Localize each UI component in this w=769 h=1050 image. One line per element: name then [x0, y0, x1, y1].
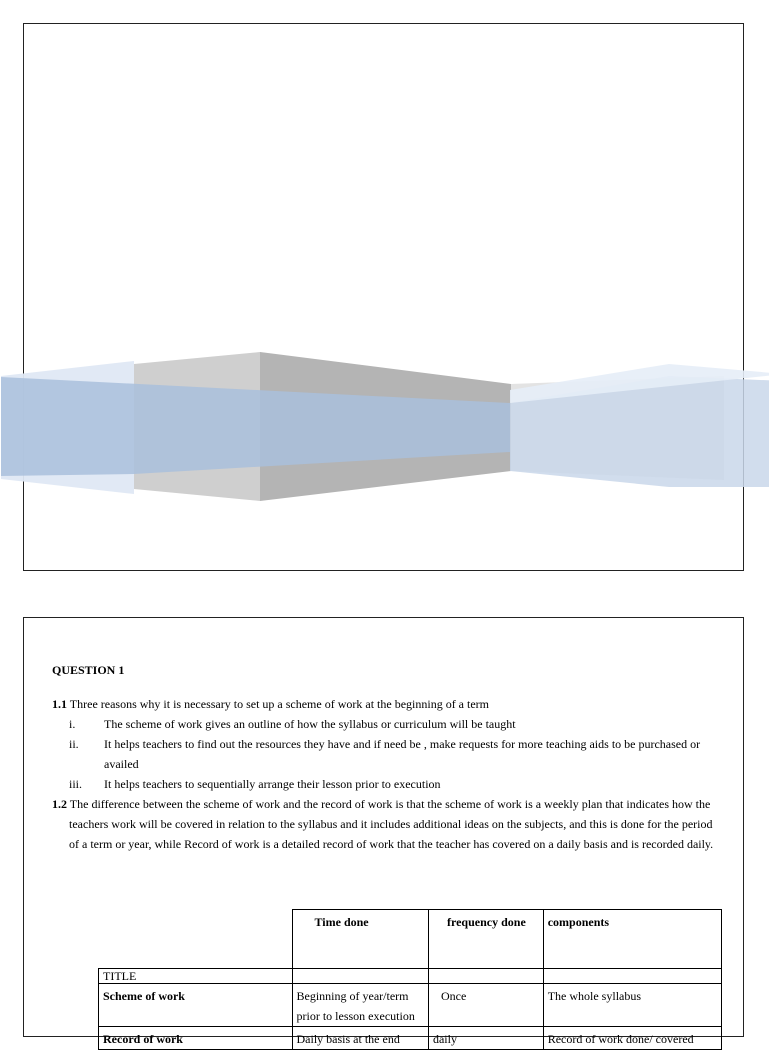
row-time: Beginning of year/term prior to lesson execution [292, 983, 428, 1026]
cover-page [23, 23, 744, 571]
row-label: Scheme of work [99, 983, 293, 1026]
table-header-row [99, 910, 722, 969]
row-frequency: Once [428, 983, 543, 1026]
header-frequency: frequency done [428, 910, 543, 969]
table-cell [428, 968, 543, 983]
question-heading: QUESTION 1 [52, 663, 125, 677]
q12-paragraph [52, 794, 722, 854]
content-page [23, 617, 744, 1046]
list-text: The scheme of work gives an outline of how the syllabus or curriculum will be taught [104, 717, 516, 731]
q12-number: 1.2 [52, 797, 67, 811]
list-item [52, 734, 722, 774]
list-number: ii. [69, 737, 79, 751]
table-cell [292, 968, 428, 983]
header-empty-cell [99, 910, 293, 969]
row-label: Record of work [99, 1026, 293, 1049]
reasons-list [52, 714, 722, 794]
q11-line [52, 694, 722, 714]
table-row [99, 1026, 722, 1049]
header-time-done: Time done [292, 910, 428, 969]
list-number: iii. [69, 777, 83, 791]
list-text: It helps teachers to sequentially arrange their lesson prior to execution [104, 777, 441, 791]
row-time: Daily basis at the end [292, 1026, 428, 1049]
list-item [52, 714, 722, 734]
answer-content [52, 663, 722, 1046]
table-title-row [99, 968, 722, 983]
comparison-table [98, 909, 722, 1050]
cover-ribbon-graphic [24, 24, 769, 572]
q12-text: The difference between the scheme of work and the record of work is that the scheme of work is a weekly plan that indicates how the teachers work will be covered in relation to the syllabus and it includes additional ideas on the subjects, and this is done for the period of a term or year, while Record of work is a detailed record of work that the teacher has covered on a daily basis and is recorded daily. [69, 797, 714, 851]
row-frequency: daily [428, 1026, 543, 1049]
list-item [52, 774, 722, 794]
table-cell [543, 968, 721, 983]
row-components: The whole syllabus [543, 983, 721, 1026]
table-row [99, 983, 722, 1026]
title-cell: TITLE [99, 968, 293, 983]
list-number: i. [69, 717, 76, 731]
header-components: components [543, 910, 721, 969]
row-components: Record of work done/ covered [543, 1026, 721, 1049]
q11-number: 1.1 [52, 697, 67, 711]
q11-text: Three reasons why it is necessary to set up a scheme of work at the beginning of a term [69, 697, 489, 711]
list-text: It helps teachers to find out the resources they have and if need be , make requests for more teaching aids to be purchased or availed [104, 737, 701, 771]
